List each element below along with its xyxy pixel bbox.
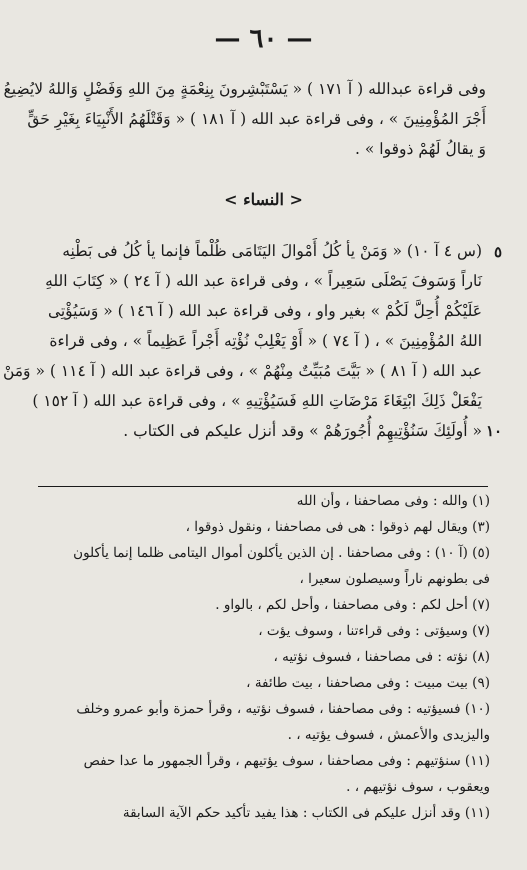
- line-number-5: ٥: [494, 243, 503, 261]
- text-line: اللهُ المُؤْمِنِينَ » ، ( آ ٧٤ ) « أَوْ يَغْلِبْ نُؤْتِه أَجْراً عَظِيماً » ، وفى قراءة: [49, 332, 482, 350]
- text-line: أَجْرَ المُؤْمِنِينَ » ، وفى قراءة عبد الله ( آ ١٨١ ) « وَقَتْلَهُمُ الأَنْبِيَاءَ بِغَيْرِ حَقٍّ: [27, 110, 486, 128]
- text-line: عَلَيْكُمْ أُحِلَّ لَكُمْ » بغير واو ، وفى قراءة عبد الله ( آ ١٤٦ ) « وَسَيُؤْتِى: [47, 302, 482, 320]
- footnote-line: (١٠) فسيؤتيه : وفى مصاحفنا ، فسوف نؤتيه ، وقرأ حمزة وأبو عمرو وخلف: [76, 701, 490, 717]
- footnote-line: (١١) وقد أنزل عليكم فى الكتاب : هذا يفيد تأكيد حكم الآية السابقة: [122, 805, 490, 821]
- footnote-line: ويعقوب ، سوف نؤتيهم ، .: [346, 779, 490, 795]
- footnote-line: (٥) (آ ١٠) : وفى مصاحفنا . إن الذين يأكلون أموال اليتامى ظلما إنما يأكلون: [73, 545, 490, 561]
- footnote-line: واليزيدى والأعمش ، فسوف يؤتيه ، .: [287, 727, 490, 743]
- footnote-line: (٩) بيت مبيت : وفى مصاحفنا ، بيت طائفة ،: [246, 675, 490, 691]
- text-line: نَاراً وَسَوفَ يَصْلَى سَعِيراً » ، وفى قراءة عبد الله ( آ ٢٤ ) « كِتَابَ اللهِ: [45, 272, 482, 290]
- main-paragraph: [2, 236, 482, 446]
- text-line: يَفْعَلْ ذَلِكَ ابْتِغَاءَ مَرْضَاتِ اللهِ فَسَيُؤْتِيهِ » ، وفى قراءة عبد الله ( آ ١٥٢ ): [32, 392, 482, 410]
- footnotes: [38, 488, 490, 826]
- text-line: وفى قراءة عبدالله ( آ ١٧١ ) « يَسْتَبْشِرونَ بِنِعْمَةٍ مِنَ اللهِ وَفَضْلٍ وَاللهُ لايُضِيعُ: [3, 80, 486, 98]
- intro-paragraph: [3, 74, 486, 164]
- footnote-line: (٣) ويقال لهم ذوقوا : هى فى مصاحفنا ، ونقول ذوقوا ،: [185, 519, 490, 535]
- footnote-line: (١) والله : وفى مصاحفنا ، وأن الله: [296, 493, 490, 509]
- text-line: وَ يقالُ لَهُمْ ذوقوا » .: [355, 140, 486, 158]
- text-line: (س ٤ آ ١٠) « وَمَنْ يأ كُلُ أَمْوالَ اليَتَامَى ظُلْماً فإنما يأ كُلُ فى بَطْنِه: [62, 242, 482, 260]
- footnote-line: فى بطونهم ناراً وسيصلون سعيرا ،: [299, 571, 490, 587]
- footnote-line: (١١) سنؤتيهم : وفى مصاحفنا ، سوف يؤتيهم ، وقرأ الجمهور ما عدا حفص: [83, 753, 490, 769]
- line-number-10: ١٠: [486, 422, 503, 440]
- footnote-line: (٧) أحل لكم : وفى مصاحفنا ، وأحل لكم ، بالواو .: [215, 597, 490, 613]
- text-line: عبد الله ( آ ٨١ ) « بَيَّتَ مُبَيِّتٌ مِنْهُمْ » ، وفى قراءة عبد الله ( آ ١١٤ ) « وَمَنْ: [2, 362, 482, 380]
- footnote-line: (٨) نؤته : فى مصاحفنا ، فسوف نؤتيه ،: [273, 649, 490, 665]
- footnote-divider: [38, 486, 488, 487]
- footnote-line: (٧) وسيؤتى : وفى قراءتنا ، وسوف يؤت ،: [258, 623, 490, 639]
- text-line: « أُولَئِكَ سَنُؤْتِيهِمْ أُجُورَهُمْ » وقد أنزل عليكم فى الكتاب .: [123, 422, 482, 440]
- section-heading: < النساء >: [224, 190, 303, 209]
- page-number: — ٦٠ —: [214, 24, 313, 54]
